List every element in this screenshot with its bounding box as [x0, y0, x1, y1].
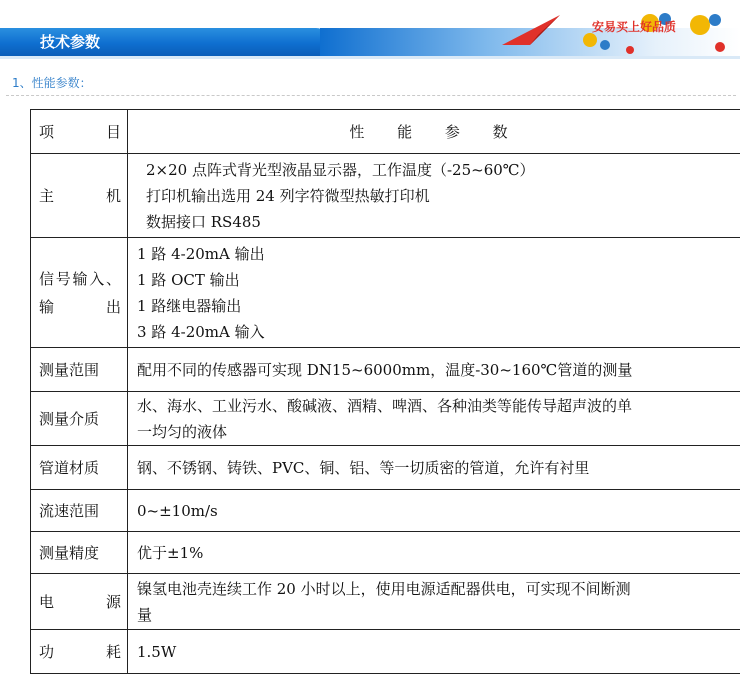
- table-row: [31, 446, 740, 490]
- dashed-divider: [6, 95, 736, 96]
- header-banner: [0, 0, 740, 60]
- value-line: 0~±10m/s: [137, 501, 218, 520]
- value-line: 一均匀的液体: [137, 422, 228, 441]
- table-row: [31, 490, 740, 532]
- row-value: [128, 348, 740, 392]
- value-line: 1 路 OCT 输出: [137, 270, 240, 289]
- row-label: 电 源: [31, 574, 128, 630]
- header-label-cell: 项 目: [31, 110, 128, 154]
- table-row: [31, 574, 740, 630]
- header-title: 技术参数: [40, 33, 101, 51]
- table-header-row: [31, 110, 740, 154]
- table-row: [31, 154, 740, 238]
- row-value: [128, 392, 740, 446]
- value-line: 配用不同的传感器可实现 DN15~6000mm，温度-30~160℃管道的测量: [137, 360, 633, 379]
- row-label: 流速范围: [31, 490, 128, 532]
- value-line: 数据接口 RS485: [146, 212, 261, 231]
- table-row: [31, 532, 740, 574]
- row-label: 管道材质: [31, 446, 128, 490]
- row-label: 信号输入、输出: [31, 238, 128, 348]
- value-line: 打印机输出选用 24 列字符微型热敏打印机: [146, 186, 430, 205]
- header-divider: [0, 56, 740, 59]
- row-label: 功 耗: [31, 630, 128, 674]
- value-line: 镍氢电池壳连续工作 20 小时以上，使用电源适配器供电，可实现不间断测: [137, 579, 631, 598]
- row-value: [128, 630, 740, 674]
- row-label: 测量精度: [31, 532, 128, 574]
- parameter-table: [30, 109, 740, 674]
- row-label: 测量范围: [31, 348, 128, 392]
- value-line: 量: [137, 605, 153, 624]
- row-value: [128, 574, 740, 630]
- value-line: 1 路继电器输出: [137, 296, 242, 315]
- table-row: [31, 630, 740, 674]
- section-title: 1、性能参数：: [12, 76, 92, 90]
- row-value: [128, 532, 740, 574]
- row-label: 主 机: [31, 154, 128, 238]
- paper-plane-logo-icon: [500, 5, 740, 55]
- value-line: 优于±1%: [137, 543, 204, 562]
- value-line: 3 路 4-20mA 输入: [137, 322, 265, 341]
- row-value: [128, 446, 740, 490]
- value-line: 2×20 点阵式背光型液晶显示器，工作温度（-25~60℃）: [146, 160, 535, 179]
- value-line: 1.5W: [137, 642, 177, 661]
- table-row: [31, 392, 740, 446]
- value-line: 钢、不锈钢、铸铁、PVC、铜、铝、等一切质密的管道，允许有衬里: [137, 458, 590, 477]
- row-value: [128, 154, 740, 238]
- header-value-cell: 性 能 参 数: [128, 110, 740, 154]
- value-line: 1 路 4-20mA 输出: [137, 244, 265, 263]
- table-row: [31, 348, 740, 392]
- value-line: 水、海水、工业污水、酸碱液、酒精、啤酒、各种油类等能传导超声波的单: [137, 396, 633, 415]
- slogan-text: 安易买上好品质: [592, 20, 677, 34]
- table-row: [31, 238, 740, 348]
- row-value: [128, 238, 740, 348]
- row-label: 测量介质: [31, 392, 128, 446]
- row-value: [128, 490, 740, 532]
